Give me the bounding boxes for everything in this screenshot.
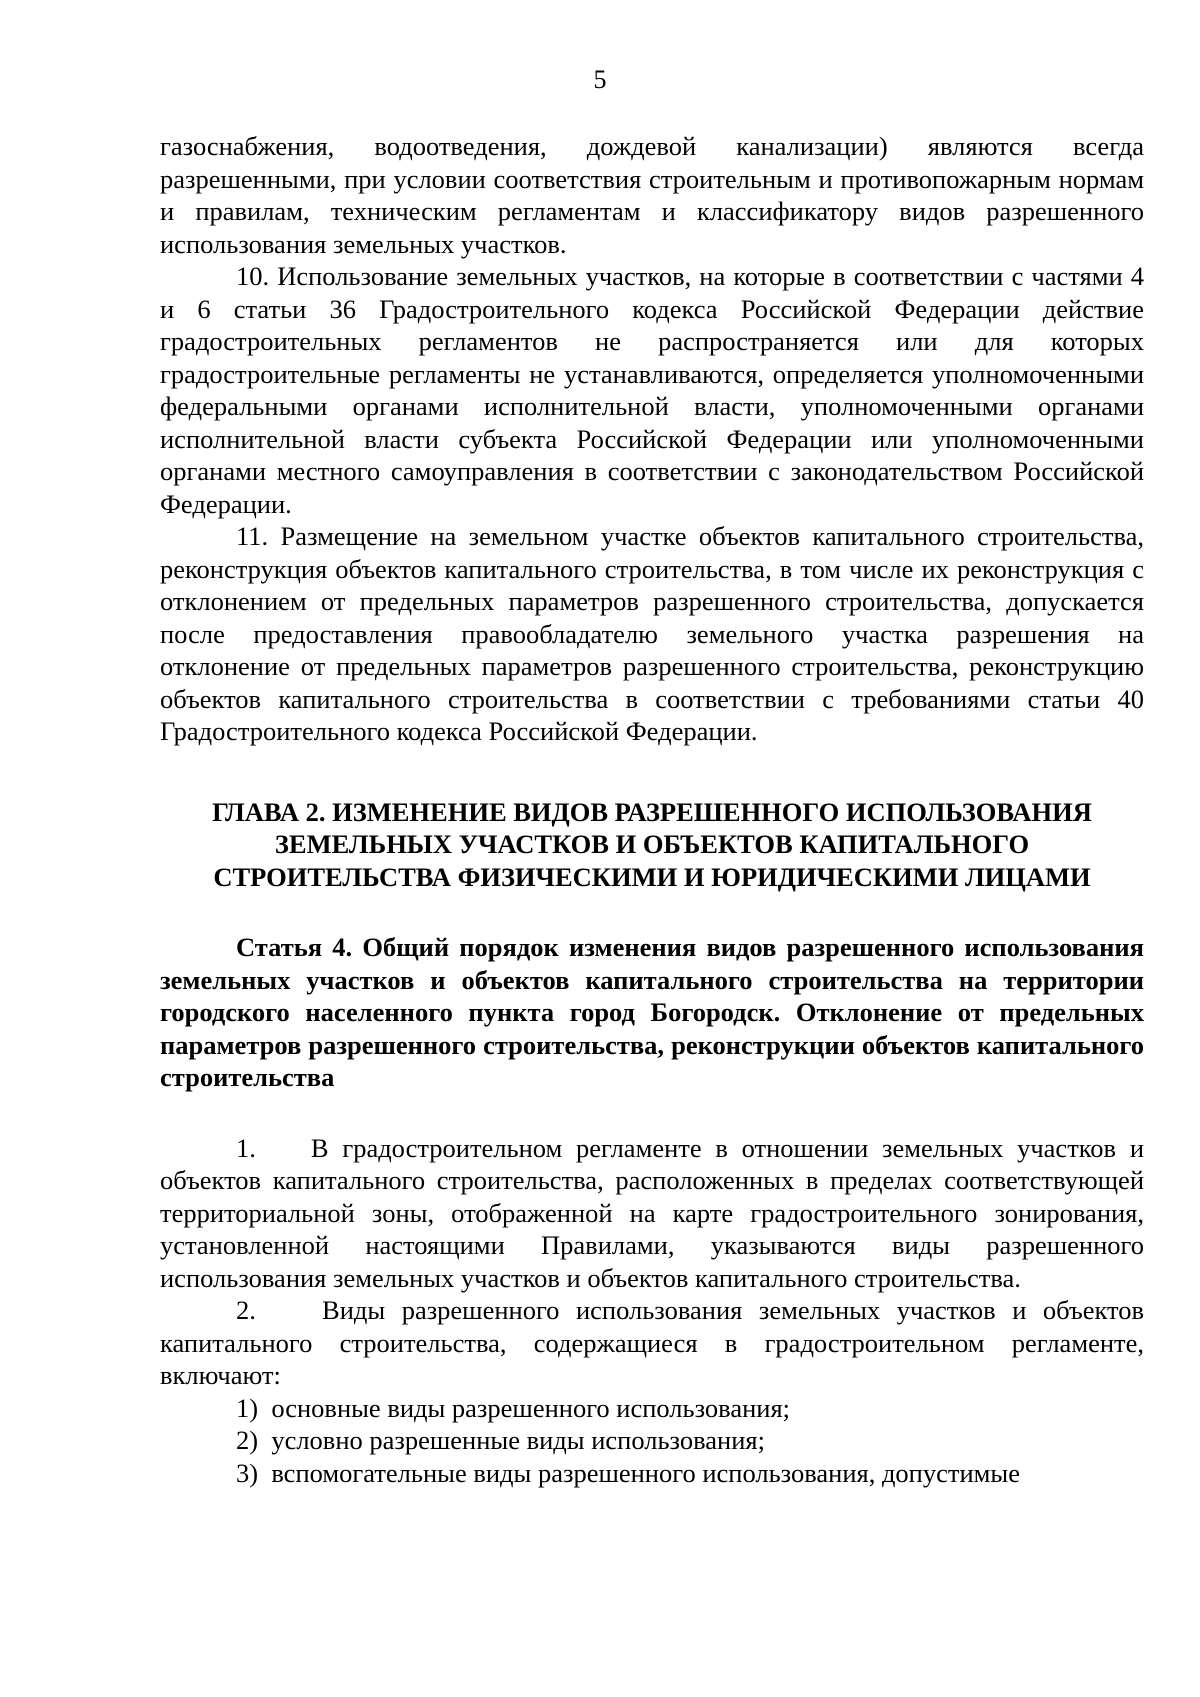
list-item: 3) вспомогательные виды разрешенного использования, допустимые	[236, 1457, 1020, 1488]
page-number: 5	[593, 65, 607, 94]
article-heading: Статья 4. Общий порядок изменения видов разрешенного использования земельных участков и объектов капитального строительства на территории городского населенного пункта город Богородск. Отклонение от предельных параметров разрешенного строительства, реконструкции объектов капитального строительства	[160, 932, 1144, 1092]
paragraph-10: 10. Использование земельных участков, на которые в соответствии с частями 4 и 6 статьи 36 Градостроительного кодекса Российской Федерации действие градостроительных регламентов не распространяется или для которых градостроительные регламенты не устанавливаются, определяется уполномоченными федеральными органами исполнительной власти, уполномоченными органами исполнительной власти субъекта Российской Федерации или уполномоченными органами местного самоуправления в соответствии с законодательством Российской Федерации.	[160, 261, 1144, 519]
article-paragraph-1: 1. В градостроительном регламенте в отношении земельных участков и объектов капитального строительства, расположенных в пределах соответствующей территориальной зоны, отображенной на карте градостроительного зонирования, установленной настоящими Правилами, указываются виды разрешенного использования земельных участков и объектов капитального строительства.	[160, 1132, 1144, 1293]
chapter-heading-line: ГЛАВА 2. ИЗМЕНЕНИЕ ВИДОВ РАЗРЕШЕННОГО ИСПОЛЬЗОВАНИЯ	[212, 796, 1092, 827]
list-item: 1) основные виды разрешенного использования;	[236, 1392, 791, 1423]
document-body	[160, 130, 1144, 1489]
article-paragraph-2: 2. Виды разрешенного использования земельных участков и объектов капитального строительства, содержащиеся в градостроительном регламенте, включают:	[160, 1295, 1144, 1390]
paragraph-11: 11. Размещение на земельном участке объектов капитального строительства, реконструкция объектов капитального строительства, в том числе их реконструкция с отклонением от предельных параметров разрешенного строительства, допускается после предоставления правообладателю земельного участка разрешения на отклонение от предельных параметров разрешенного строительства, реконструкцию объектов капитального строительства в соответствии с требованиями статьи 40 Градостроительного кодекса Российской Федерации.	[160, 521, 1144, 746]
paragraph-continuation: газоснабжения, водоотведения, дождевой канализации) являются всегда разрешенными, при условии соответствия строительным и противопожарным нормам и правилам, техническим регламентам и классификатору видов разрешенного использования земельных участков.	[160, 131, 1144, 259]
chapter-heading-line: ЗЕМЕЛЬНЫХ УЧАСТКОВ И ОБЪЕКТОВ КАПИТАЛЬНОГО	[274, 829, 1030, 859]
chapter-heading	[160, 796, 1144, 894]
list-item: 2) условно разрешенные виды использования;	[236, 1425, 765, 1455]
chapter-heading-line: СТРОИТЕЛЬСТВА ФИЗИЧЕСКИМИ И ЮРИДИЧЕСКИМИ ЛИЦАМИ	[213, 861, 1091, 892]
